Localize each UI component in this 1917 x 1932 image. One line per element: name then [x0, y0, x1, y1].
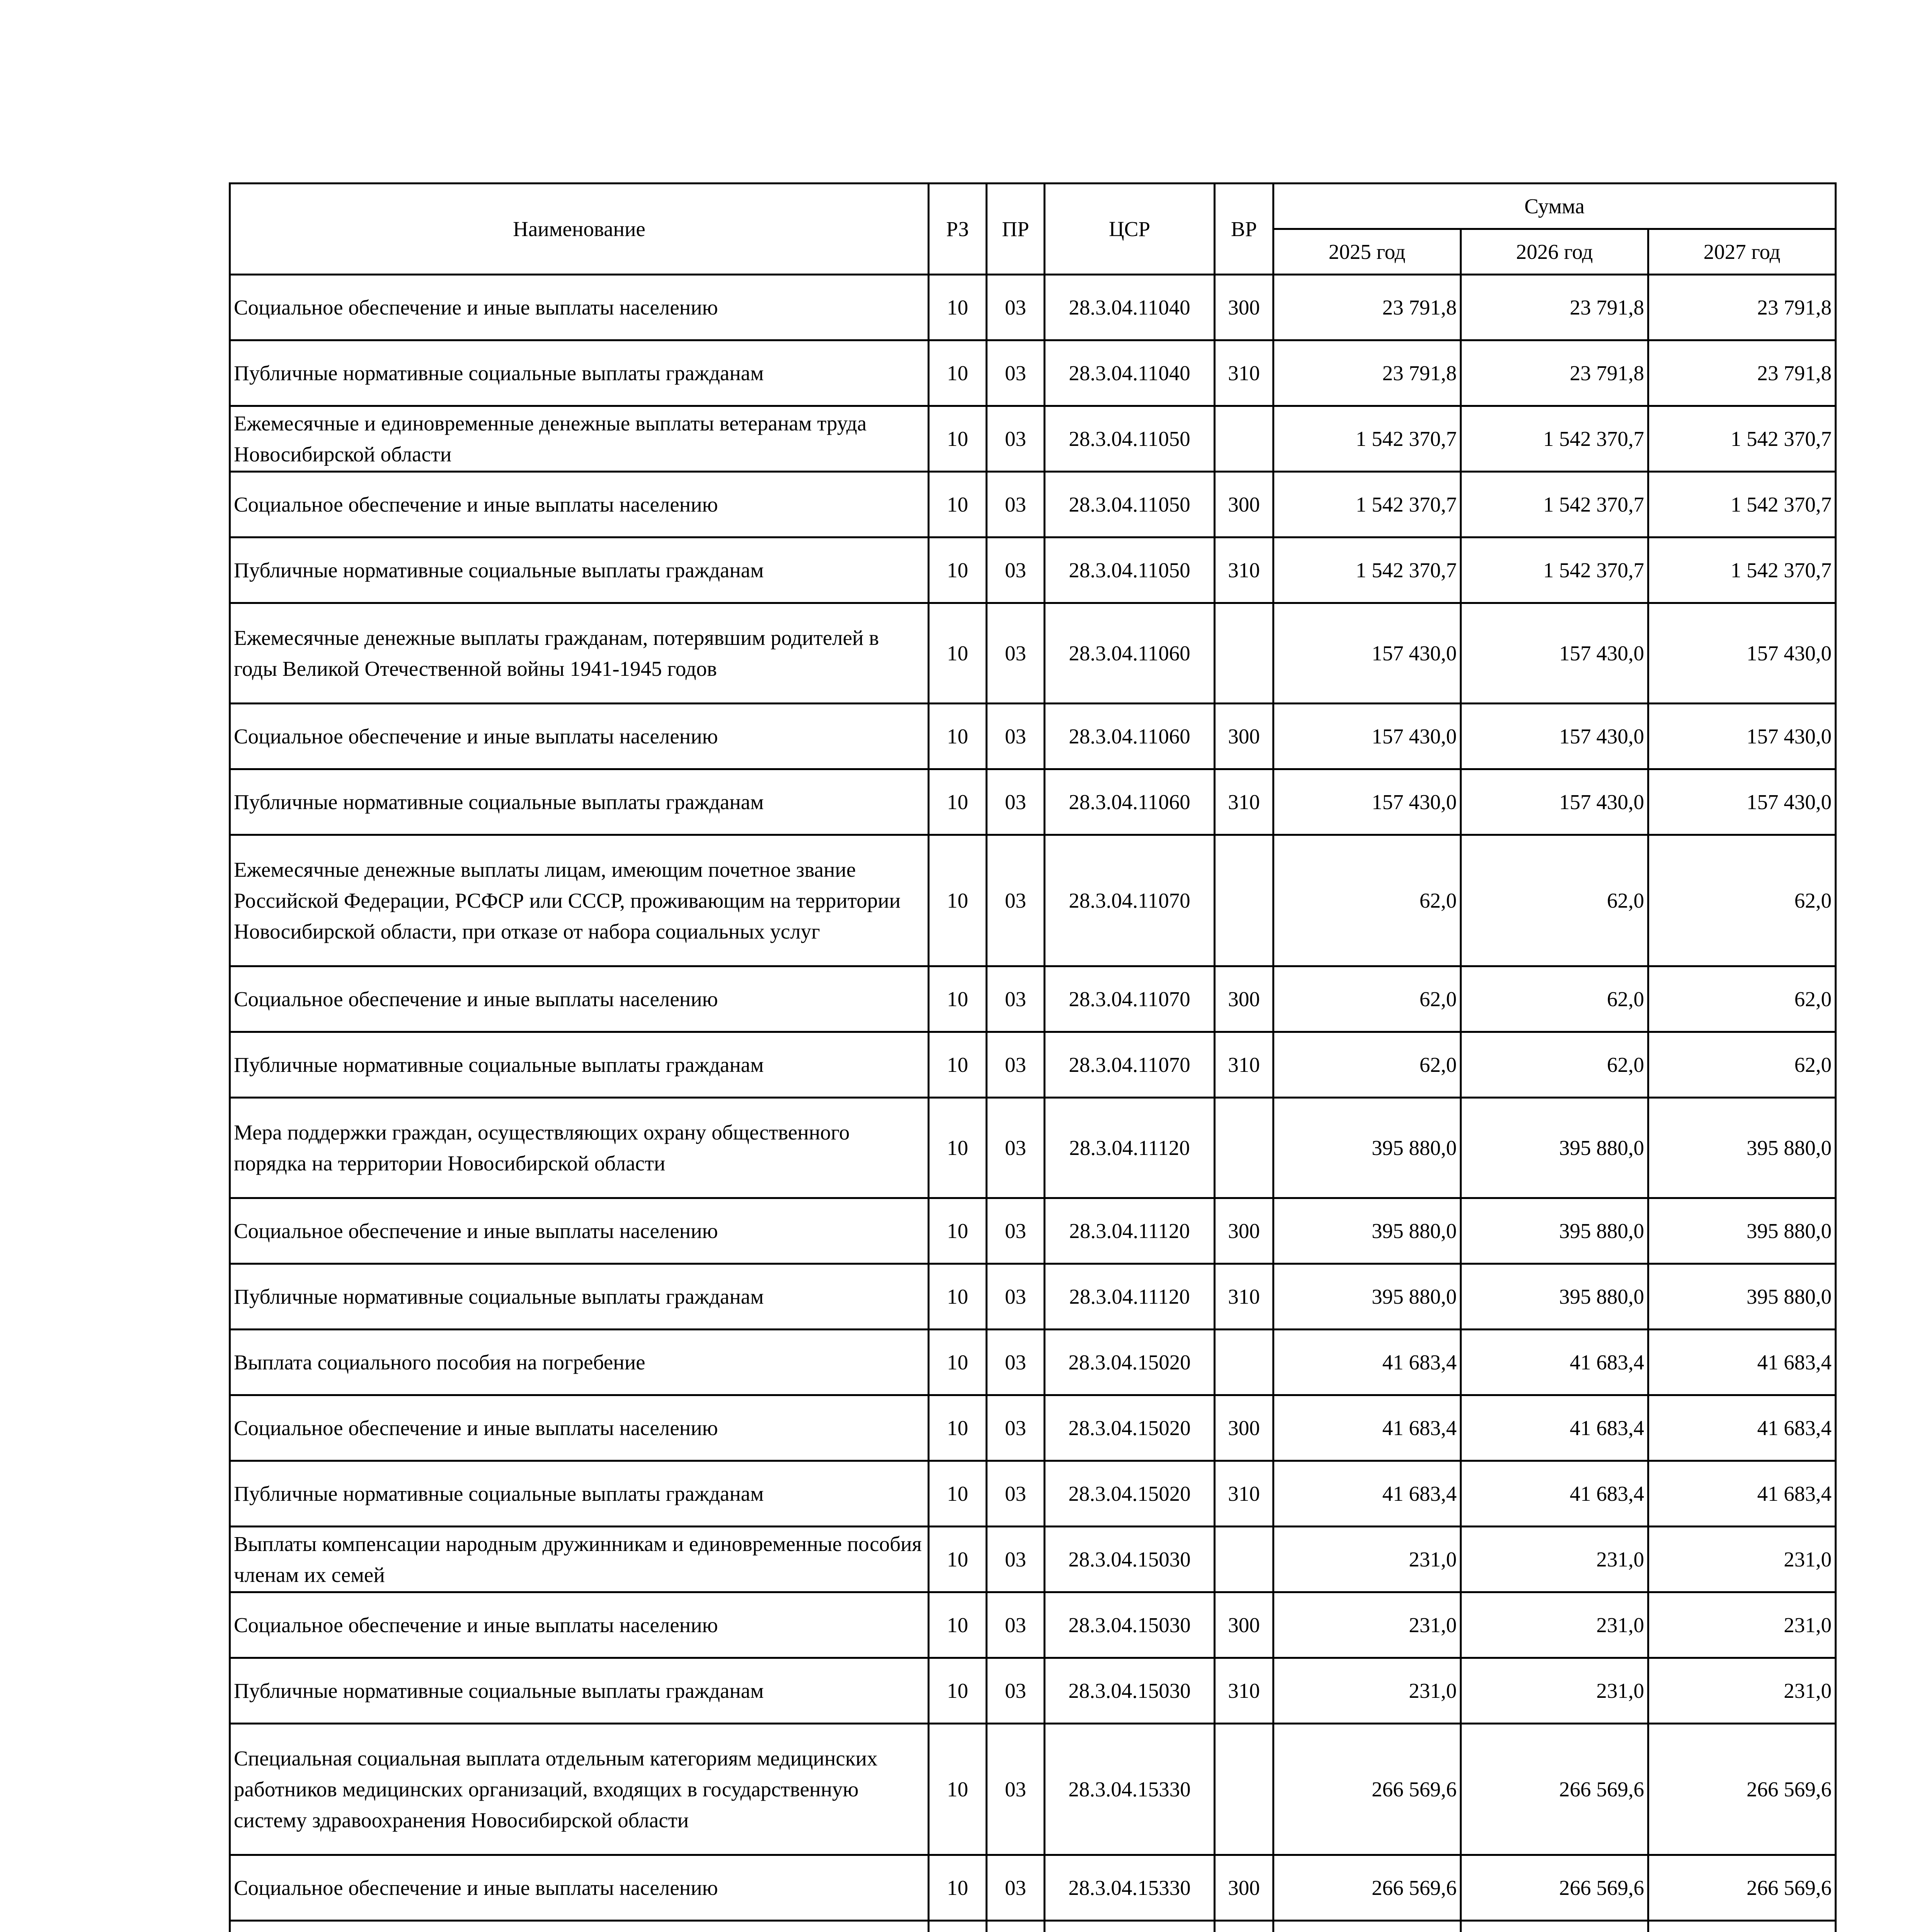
table-row: [230, 275, 1836, 340]
row-name: Публичные нормативные социальные выплаты гражданам: [230, 1264, 929, 1330]
row-name: Публичные нормативные социальные выплаты гражданам: [230, 1032, 929, 1098]
row-rz: 10: [929, 1330, 987, 1395]
row-name: Социальное обеспечение и иные выплаты населению: [230, 275, 929, 340]
row-vr: 300: [1215, 966, 1273, 1032]
row-rz: 10: [929, 966, 987, 1032]
row-name: Мера поддержки граждан, осуществляющих охрану общественного порядка на территории Новосибирской области: [230, 1098, 929, 1198]
row-sum-2025: 62,0: [1273, 835, 1461, 966]
row-name: Ежемесячные денежные выплаты гражданам, потерявшим родителей в годы Великой Отечественной войны 1941-1945 годов: [230, 603, 929, 704]
table-row: [230, 537, 1836, 603]
row-csr: 28.3.04.15330: [1045, 1724, 1215, 1855]
row-name: Социальное обеспечение и иные выплаты населению: [230, 704, 929, 769]
row-rz: 10: [929, 704, 987, 769]
row-sum-2027: 395 880,0: [1648, 1264, 1836, 1330]
row-sum-2027: 157 430,0: [1648, 769, 1836, 835]
row-sum-2025: 41 683,4: [1273, 1461, 1461, 1527]
row-name: Публичные нормативные социальные выплаты гражданам: [230, 537, 929, 603]
row-sum-2027: 41 683,4: [1648, 1395, 1836, 1461]
row-sum-2025: 395 880,0: [1273, 1098, 1461, 1198]
table-row: [230, 603, 1836, 704]
row-sum-2025: 395 880,0: [1273, 1264, 1461, 1330]
row-vr: [1215, 1527, 1273, 1592]
table-row: [230, 406, 1836, 472]
row-sum-2026: 395 880,0: [1461, 1198, 1648, 1264]
row-sum-2025: 231,0: [1273, 1592, 1461, 1658]
row-sum-2027: 395 880,0: [1648, 1198, 1836, 1264]
row-sum-2027: 231,0: [1648, 1658, 1836, 1724]
row-vr: 300: [1215, 1592, 1273, 1658]
table-row: [230, 1855, 1836, 1921]
row-sum-2025: 266 569,6: [1273, 1724, 1461, 1855]
row-sum-2027: 23 791,8: [1648, 340, 1836, 406]
row-sum-2026: 395 880,0: [1461, 1264, 1648, 1330]
row-pr: 03: [987, 1855, 1045, 1921]
row-vr: 300: [1215, 1855, 1273, 1921]
row-rz: 10: [929, 472, 987, 537]
row-pr: 03: [987, 472, 1045, 537]
header-year-2026: 2026 год: [1461, 229, 1648, 275]
row-vr: 310: [1215, 1461, 1273, 1527]
row-vr: 310: [1215, 537, 1273, 603]
row-sum-2027: 1 542 370,7: [1648, 537, 1836, 603]
header-year-2025: 2025 год: [1273, 229, 1461, 275]
header-vr: ВР: [1215, 184, 1273, 275]
row-rz: 10: [929, 769, 987, 835]
row-sum-2026: 41 683,4: [1461, 1330, 1648, 1395]
row-sum-2025: 23 791,8: [1273, 340, 1461, 406]
table-row: [230, 1592, 1836, 1658]
row-rz: 10: [929, 1264, 987, 1330]
row-pr: 03: [987, 537, 1045, 603]
row-vr: 300: [1215, 704, 1273, 769]
row-csr: 28.3.04.15030: [1045, 1592, 1215, 1658]
row-vr: 300: [1215, 275, 1273, 340]
row-csr: [1045, 1921, 1215, 1932]
row-sum-2027: 266 569,6: [1648, 1724, 1836, 1855]
row-name: Социальное обеспечение и иные выплаты населению: [230, 1855, 929, 1921]
row-sum-2025: 1 542 370,7: [1273, 472, 1461, 537]
row-csr: 28.3.04.11050: [1045, 406, 1215, 472]
header-pr: ПР: [987, 184, 1045, 275]
table-row: [230, 1098, 1836, 1198]
row-sum-2026: 157 430,0: [1461, 704, 1648, 769]
table-row: [230, 1032, 1836, 1098]
table-row: [230, 1658, 1836, 1724]
row-vr: 310: [1215, 1264, 1273, 1330]
row-sum-2026: 266 569,6: [1461, 1855, 1648, 1921]
row-pr: 03: [987, 966, 1045, 1032]
header-sum: Сумма: [1273, 184, 1836, 229]
row-sum-2026: 231,0: [1461, 1527, 1648, 1592]
table-row: [230, 1527, 1836, 1592]
row-sum-2026: 266 569,6: [1461, 1724, 1648, 1855]
row-name: Ежемесячные денежные выплаты лицам, имеющим почетное звание Российской Федерации, РСФСР или СССР, проживающим на территории Новосибирской области, при отказе от набора социальных услуг: [230, 835, 929, 966]
row-pr: 03: [987, 1527, 1045, 1592]
row-sum-2026: 231,0: [1461, 1658, 1648, 1724]
row-vr: [1215, 1098, 1273, 1198]
row-sum-2026: [1461, 1921, 1648, 1932]
row-sum-2025: 157 430,0: [1273, 769, 1461, 835]
row-csr: 28.3.04.15030: [1045, 1658, 1215, 1724]
row-sum-2025: 157 430,0: [1273, 704, 1461, 769]
row-csr: 28.3.04.11070: [1045, 835, 1215, 966]
table-row: [230, 1724, 1836, 1855]
row-pr: 03: [987, 1724, 1045, 1855]
row-csr: 28.3.04.15330: [1045, 1855, 1215, 1921]
row-rz: 10: [929, 406, 987, 472]
table-row: [230, 835, 1836, 966]
row-name: Публичные нормативные социальные выплаты гражданам: [230, 769, 929, 835]
row-sum-2027: 231,0: [1648, 1527, 1836, 1592]
row-sum-2025: 231,0: [1273, 1527, 1461, 1592]
row-sum-2027: 62,0: [1648, 1032, 1836, 1098]
row-vr: 310: [1215, 340, 1273, 406]
row-sum-2026: 1 542 370,7: [1461, 537, 1648, 603]
row-rz: 10: [929, 275, 987, 340]
row-sum-2026: 395 880,0: [1461, 1098, 1648, 1198]
row-sum-2027: 23 791,8: [1648, 275, 1836, 340]
table-row: [230, 769, 1836, 835]
row-pr: 03: [987, 1264, 1045, 1330]
row-rz: 10: [929, 1592, 987, 1658]
row-sum-2025: 1 542 370,7: [1273, 406, 1461, 472]
row-rz: 10: [929, 1395, 987, 1461]
row-sum-2027: 157 430,0: [1648, 603, 1836, 704]
row-csr: 28.3.04.11040: [1045, 275, 1215, 340]
row-sum-2027: [1648, 1921, 1836, 1932]
row-csr: 28.3.04.11060: [1045, 769, 1215, 835]
row-rz: 10: [929, 1198, 987, 1264]
row-pr: 03: [987, 275, 1045, 340]
row-rz: 10: [929, 1032, 987, 1098]
row-sum-2027: 1 542 370,7: [1648, 406, 1836, 472]
row-name: Социальное обеспечение и иные выплаты населению: [230, 1395, 929, 1461]
row-sum-2026: 62,0: [1461, 966, 1648, 1032]
row-name: Публичные нормативные социальные выплаты гражданам: [230, 1461, 929, 1527]
row-name: Социальное обеспечение и иные выплаты населению: [230, 1198, 929, 1264]
row-vr: [1215, 1724, 1273, 1855]
row-csr: 28.3.04.15020: [1045, 1461, 1215, 1527]
row-vr: 300: [1215, 1198, 1273, 1264]
row-sum-2027: 62,0: [1648, 966, 1836, 1032]
row-rz: 10: [929, 1724, 987, 1855]
row-rz: 10: [929, 1461, 987, 1527]
row-sum-2027: 157 430,0: [1648, 704, 1836, 769]
row-csr: 28.3.04.15030: [1045, 1527, 1215, 1592]
table-row: [230, 704, 1836, 769]
row-sum-2027: 395 880,0: [1648, 1098, 1836, 1198]
row-sum-2026: 23 791,8: [1461, 340, 1648, 406]
row-name: Специальная социальная выплата отдельным категориям медицинских работников медицинских организаций, входящих в государственную систему здравоохранения Новосибирской области: [230, 1724, 929, 1855]
row-pr: 03: [987, 1198, 1045, 1264]
row-sum-2025: 1 542 370,7: [1273, 537, 1461, 603]
row-csr: 28.3.04.11070: [1045, 1032, 1215, 1098]
row-name: Социальное обеспечение и иные выплаты населению: [230, 1592, 929, 1658]
row-name: Публичные нормативные социальные выплаты гражданам: [230, 1658, 929, 1724]
header-rz: РЗ: [929, 184, 987, 275]
row-sum-2026: 1 542 370,7: [1461, 406, 1648, 472]
row-csr: 28.3.04.11040: [1045, 340, 1215, 406]
row-vr: [1215, 1330, 1273, 1395]
row-sum-2025: [1273, 1921, 1461, 1932]
row-name: Ежемесячные и единовременные денежные выплаты ветеранам труда Новосибирской области: [230, 406, 929, 472]
table-row: [230, 1330, 1836, 1395]
row-vr: 300: [1215, 472, 1273, 537]
header-name: Наименование: [230, 184, 929, 275]
row-pr: [987, 1921, 1045, 1932]
row-vr: 310: [1215, 1032, 1273, 1098]
row-csr: 28.3.04.11060: [1045, 603, 1215, 704]
row-pr: 03: [987, 603, 1045, 704]
row-rz: 10: [929, 537, 987, 603]
row-csr: 28.3.04.15020: [1045, 1395, 1215, 1461]
row-csr: 28.3.04.11050: [1045, 537, 1215, 603]
row-pr: 03: [987, 1098, 1045, 1198]
table-row: [230, 1395, 1836, 1461]
row-vr: [1215, 603, 1273, 704]
row-pr: 03: [987, 1032, 1045, 1098]
row-vr: [1215, 1921, 1273, 1932]
row-pr: 03: [987, 835, 1045, 966]
row-vr: [1215, 835, 1273, 966]
row-sum-2025: 157 430,0: [1273, 603, 1461, 704]
row-sum-2025: 41 683,4: [1273, 1395, 1461, 1461]
row-pr: 03: [987, 1461, 1045, 1527]
row-sum-2026: 157 430,0: [1461, 603, 1648, 704]
row-vr: 310: [1215, 1658, 1273, 1724]
budget-table: [229, 182, 1837, 1932]
row-pr: 03: [987, 406, 1045, 472]
row-sum-2027: 41 683,4: [1648, 1330, 1836, 1395]
table-row: [230, 472, 1836, 537]
row-name: [230, 1921, 929, 1932]
row-name: Публичные нормативные социальные выплаты гражданам: [230, 340, 929, 406]
row-csr: 28.3.04.11120: [1045, 1198, 1215, 1264]
row-sum-2027: 62,0: [1648, 835, 1836, 966]
row-sum-2027: 1 542 370,7: [1648, 472, 1836, 537]
row-name: Социальное обеспечение и иные выплаты населению: [230, 966, 929, 1032]
row-csr: 28.3.04.11120: [1045, 1264, 1215, 1330]
row-pr: 03: [987, 1395, 1045, 1461]
table-body: [230, 275, 1836, 1932]
row-pr: 03: [987, 769, 1045, 835]
row-sum-2025: 62,0: [1273, 1032, 1461, 1098]
row-rz: 10: [929, 603, 987, 704]
row-pr: 03: [987, 704, 1045, 769]
table-row: [230, 1264, 1836, 1330]
row-sum-2026: 23 791,8: [1461, 275, 1648, 340]
row-sum-2026: 41 683,4: [1461, 1395, 1648, 1461]
row-sum-2025: 231,0: [1273, 1658, 1461, 1724]
row-sum-2025: 395 880,0: [1273, 1198, 1461, 1264]
row-name: Выплата социального пособия на погребение: [230, 1330, 929, 1395]
row-rz: 10: [929, 1098, 987, 1198]
row-csr: 28.3.04.11060: [1045, 704, 1215, 769]
row-sum-2026: 157 430,0: [1461, 769, 1648, 835]
row-sum-2027: 231,0: [1648, 1592, 1836, 1658]
row-sum-2025: 266 569,6: [1273, 1855, 1461, 1921]
row-sum-2025: 62,0: [1273, 966, 1461, 1032]
row-sum-2026: 231,0: [1461, 1592, 1648, 1658]
table-row: [230, 966, 1836, 1032]
row-sum-2027: 41 683,4: [1648, 1461, 1836, 1527]
row-name: Социальное обеспечение и иные выплаты населению: [230, 472, 929, 537]
row-sum-2025: 41 683,4: [1273, 1330, 1461, 1395]
row-csr: 28.3.04.11120: [1045, 1098, 1215, 1198]
row-rz: 10: [929, 340, 987, 406]
row-pr: 03: [987, 340, 1045, 406]
row-sum-2026: 62,0: [1461, 835, 1648, 966]
table-row: [230, 1461, 1836, 1527]
table-row: [230, 1198, 1836, 1264]
row-csr: 28.3.04.11050: [1045, 472, 1215, 537]
row-rz: 10: [929, 835, 987, 966]
header-csr: ЦСР: [1045, 184, 1215, 275]
row-name: Выплаты компенсации народным дружинникам и единовременные пособия членам их семей: [230, 1527, 929, 1592]
row-vr: 300: [1215, 1395, 1273, 1461]
row-sum-2027: 266 569,6: [1648, 1855, 1836, 1921]
row-pr: 03: [987, 1592, 1045, 1658]
row-pr: 03: [987, 1330, 1045, 1395]
table-row: [230, 340, 1836, 406]
row-vr: 310: [1215, 769, 1273, 835]
row-sum-2026: 62,0: [1461, 1032, 1648, 1098]
row-csr: 28.3.04.11070: [1045, 966, 1215, 1032]
row-rz: 10: [929, 1658, 987, 1724]
row-rz: 10: [929, 1527, 987, 1592]
table-row: [230, 1921, 1836, 1932]
row-sum-2025: 23 791,8: [1273, 275, 1461, 340]
header-year-2027: 2027 год: [1648, 229, 1836, 275]
row-vr: [1215, 406, 1273, 472]
row-rz: [929, 1921, 987, 1932]
row-rz: 10: [929, 1855, 987, 1921]
row-sum-2026: 1 542 370,7: [1461, 472, 1648, 537]
row-pr: 03: [987, 1658, 1045, 1724]
row-csr: 28.3.04.15020: [1045, 1330, 1215, 1395]
row-sum-2026: 41 683,4: [1461, 1461, 1648, 1527]
